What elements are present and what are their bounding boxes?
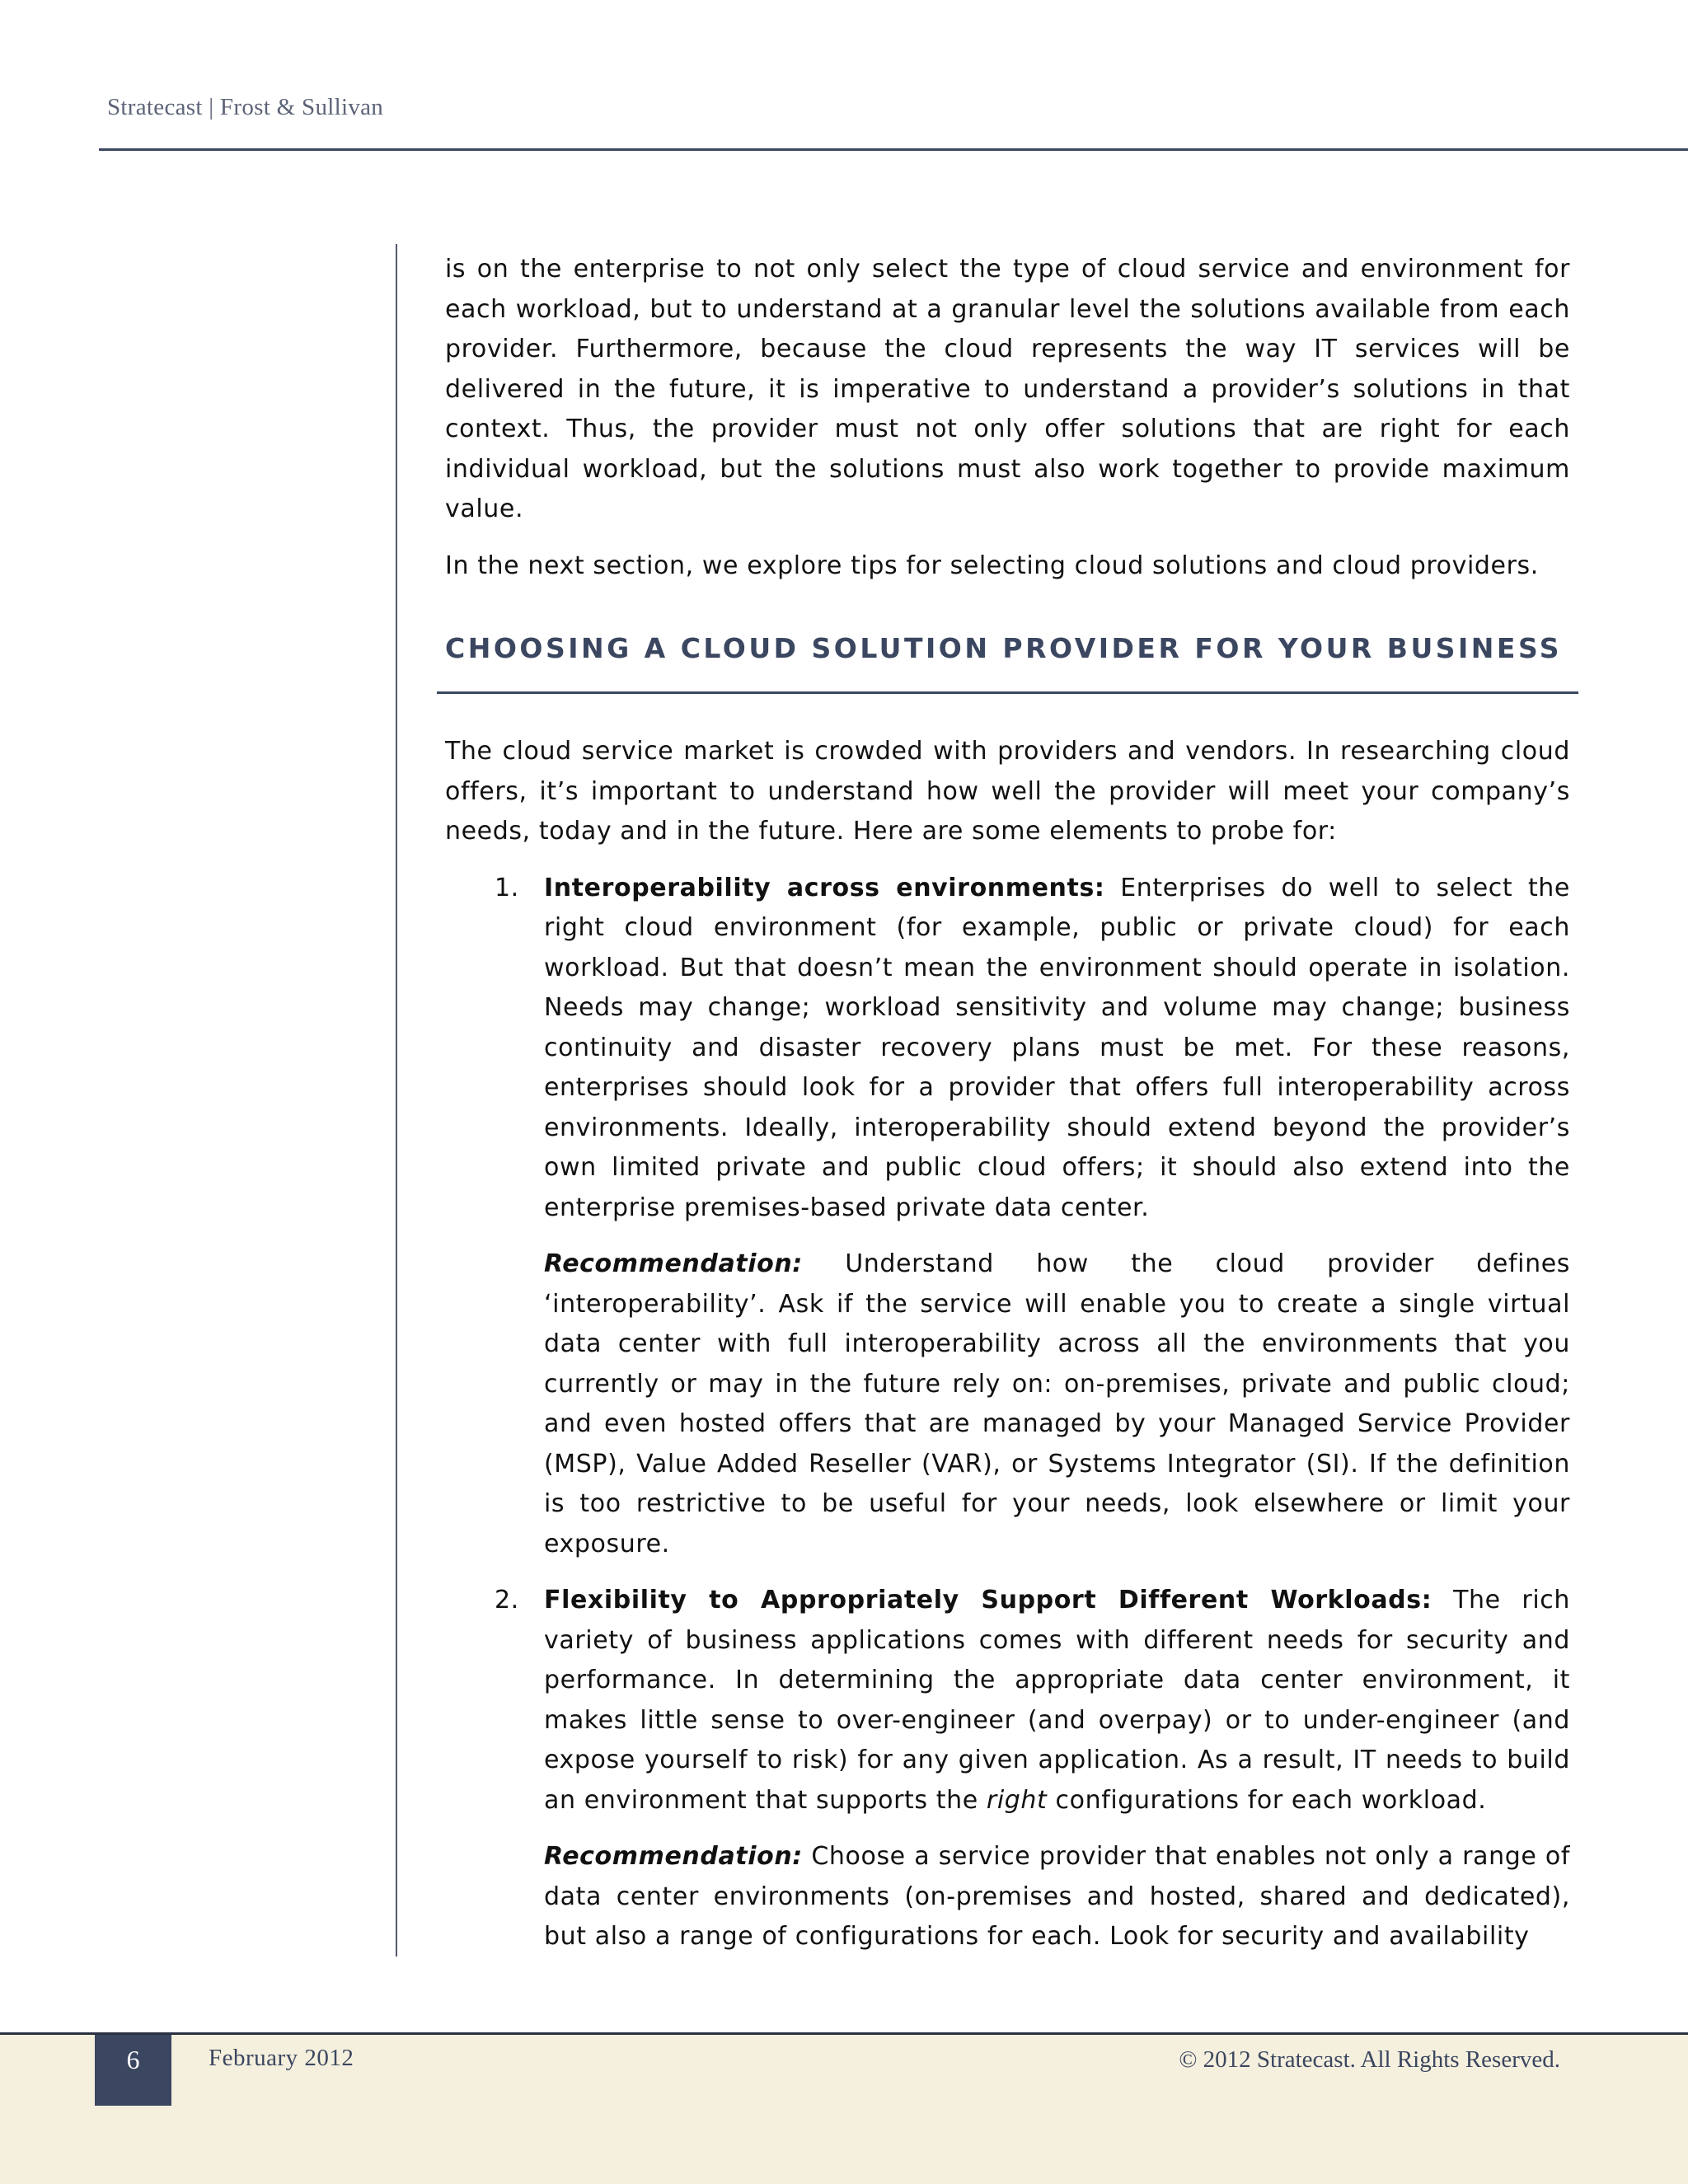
list-item-text-end: configurations for each workload. [1047, 1785, 1487, 1815]
recommendation-paragraph [544, 1244, 1570, 1564]
page-content [445, 250, 1570, 1974]
list-item-text: The rich variety of business applications comes with different needs for security and performance. In determining the appropriate data center environment, it makes little sense to over-engineer (and overpay) or to under-engineer (and expose yourself to risk) for any given application. As a result, IT needs to build an environment that supports the [544, 1586, 1570, 1815]
margin-divider [396, 244, 397, 1957]
recommendation-text: Choose a service provider that enables not only a range of data center environments (on-premises and hosted, shared and dedicated), but also a range of configurations for each. Look for security and availability [544, 1842, 1570, 1951]
next-section-paragraph: In the next section, we explore tips for selecting cloud solutions and cloud providers. [445, 551, 1539, 580]
recommendation-paragraph [544, 1837, 1570, 1957]
recommendation-label: Recommendation: [544, 1249, 803, 1278]
list-item-title: Flexibility to Appropriately Support Different Workloads: [544, 1586, 1432, 1615]
recommendation-text: Understand how the cloud provider defines ‘interoperability’. Ask if the service will enable you to create a single virtual data center with full interoperability across all the environments that you currently or may in the future rely on: on-premises, private and public cloud; and even hosted offers that are managed by your Managed Service Provider (MSP), Value Added Reseller (VAR), or Systems Integrator (SI). If the definition is too restrictive to be useful for your needs, look elsewhere or limit your exposure. [544, 1249, 1570, 1558]
recommendation-list [445, 869, 1570, 1957]
page-number: 6 [95, 2035, 171, 2106]
list-item-title: Interoperability across environments: [544, 873, 1105, 902]
list-item [445, 1581, 1570, 1957]
list-item-body [544, 1581, 1570, 1821]
running-header: Stratecast | Frost & Sullivan [107, 94, 384, 120]
section-heading-divider [437, 691, 1578, 694]
list-item-number: 2. [495, 1586, 519, 1615]
list-item-number: 1. [495, 873, 519, 902]
header-divider [99, 148, 1688, 151]
section-intro-paragraph: The cloud service market is crowded with providers and vendors. In researching cloud offers, it’s important to understand how well the provider will meet your company’s needs, today and in the future. Here are some elements to probe for: [445, 737, 1570, 846]
page-footer [0, 2035, 1688, 2184]
list-item-emphasis: right [986, 1785, 1048, 1815]
section-heading: CHOOSING A CLOUD SOLUTION PROVIDER FOR YOUR BUSINESS [445, 632, 1563, 664]
list-item [445, 869, 1570, 1565]
copyright-notice: © 2012 Stratecast. All Rights Reserved. [1179, 2046, 1560, 2073]
list-item-text: Enterprises do well to select the right cloud environment (for example, public or private cloud) for each workload. But that doesn’t mean the environment should operate in isolation. Needs may change; workload sensitivity and volume may change; business continuity and disaster recovery plans must be met. For these reasons, enterprises should look for a provider that offers full interoperability across environments. Ideally, interoperability should extend beyond the provider’s own limited private and public cloud offers; it should also extend into the enterprise premises-based private data center. [544, 873, 1570, 1222]
footer-date: February 2012 [209, 2045, 354, 2071]
recommendation-label: Recommendation: [544, 1842, 803, 1871]
list-item-body [544, 869, 1570, 1229]
intro-paragraph: is on the enterprise to not only select the type of cloud service and environment for each workload, but to understand at a granular level the solutions available from each provider. Furthermore, because the cloud represents the way IT services will be delivered in the future, it is imperative to understand a provider’s solutions in that context. Thus, the provider must not only offer solutions that are right for each individual workload, but the solutions must also work together to provide maximum value. [445, 255, 1570, 523]
